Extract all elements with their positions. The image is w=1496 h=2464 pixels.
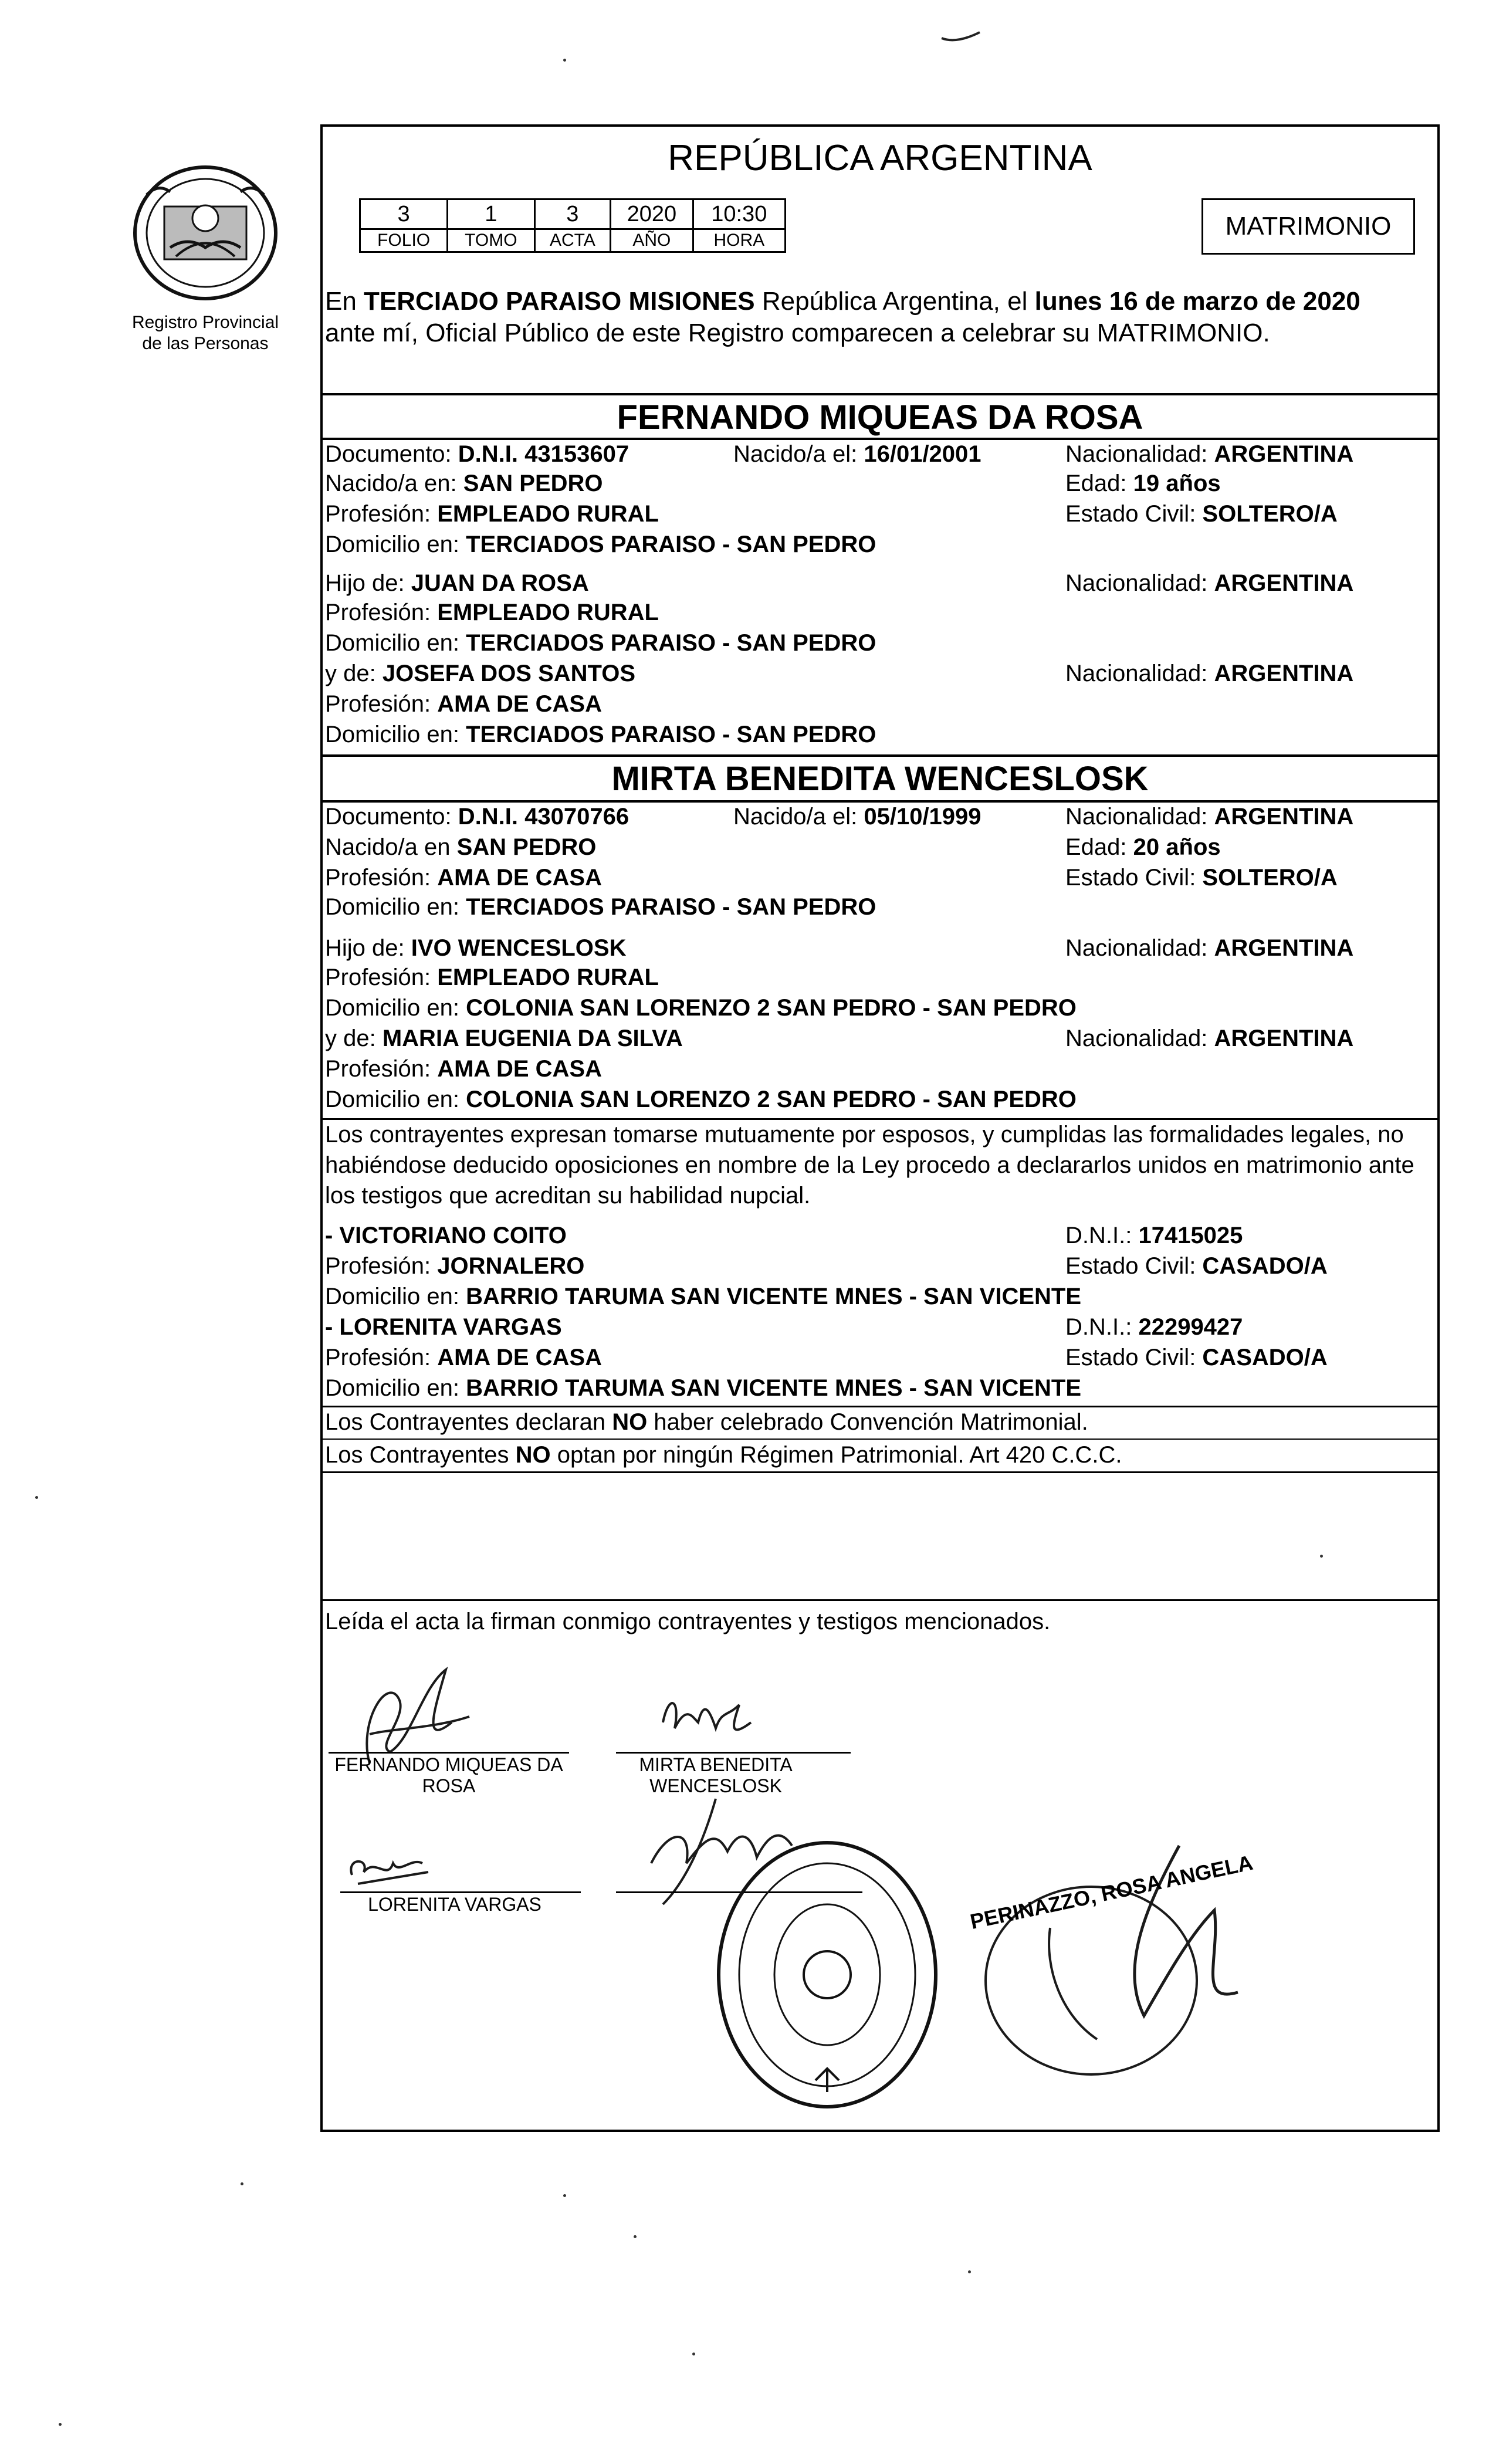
province-seal-logo <box>123 160 287 306</box>
bride-father-address: Domicilio en: COLONIA SAN LORENZO 2 SAN PEDRO - SAN PEDRO <box>325 995 1077 1021</box>
bride-father-name: Hijo de: IVO WENCESLOSK <box>325 935 627 961</box>
witness1-address: Domicilio en: BARRIO TARUMA SAN VICENTE MNES - SAN VICENTE <box>325 1284 1082 1309</box>
groom-signature-line1: FERNANDO MIQUEAS DA <box>334 1754 563 1775</box>
groom-name: FERNANDO MIQUEAS DA ROSA <box>617 398 1143 436</box>
bride-signature <box>651 1687 769 1758</box>
groom-father-address: Domicilio en: TERCIADOS PARAISO - SAN PEDRO <box>325 630 876 656</box>
marriage-certificate <box>320 124 1440 2132</box>
agreement-regime: Los Contrayentes NO optan por ningún Régimen Patrimonial. Art 420 C.C.C. <box>325 1442 1122 1468</box>
folio-value: 3 <box>360 199 448 229</box>
groom-mother-profession: Profesión: AMA DE CASA <box>325 691 602 717</box>
groom-signature-name <box>329 1754 569 1796</box>
witness2-civil-status: Estado Civil: CASADO/A <box>1065 1345 1328 1370</box>
groom-profession: Profesión: EMPLEADO RURAL <box>325 501 659 527</box>
bride-mother-profession: Profesión: AMA DE CASA <box>325 1056 602 1082</box>
bride-signature-line1: MIRTA BENEDITA <box>639 1754 793 1775</box>
witness2-profession: Profesión: AMA DE CASA <box>325 1345 602 1370</box>
folio-label: FOLIO <box>360 229 448 252</box>
bride-birthplace: Nacido/a en SAN PEDRO <box>325 834 597 860</box>
country-title: REPÚBLICA ARGENTINA <box>668 138 1092 178</box>
witness1-signature <box>340 1840 446 1893</box>
groom-mother-nationality: Nacionalidad: ARGENTINA <box>1065 661 1354 686</box>
groom-birth-date: Nacido/a el: 16/01/2001 <box>733 441 981 467</box>
stray-mark <box>939 23 986 47</box>
act-type-box: MATRIMONIO <box>1201 198 1415 255</box>
groom-nationality: Nacionalidad: ARGENTINA <box>1065 441 1354 467</box>
ano-value: 2020 <box>611 199 693 229</box>
declaration-line1: Los contrayentes expresan tomarse mutuamente por esposos, y cumplidas las formalidades legales, no <box>325 1122 1404 1148</box>
tomo-label: TOMO <box>448 229 534 252</box>
official-name-stamp: PERINAZZO, ROSA ANGELA <box>968 1850 1255 1934</box>
acta-label: ACTA <box>534 229 611 252</box>
hora-label: HORA <box>693 229 785 252</box>
groom-father-name: Hijo de: JUAN DA ROSA <box>325 570 589 596</box>
intro-line1: En TERCIADO PARAISO MISIONES República Argentina, el lunes 16 de marzo de 2020 <box>325 287 1360 316</box>
groom-father-profession: Profesión: EMPLEADO RURAL <box>325 600 659 625</box>
groom-address: Domicilio en: TERCIADOS PARAISO - SAN PEDRO <box>325 532 876 557</box>
bride-father-nationality: Nacionalidad: ARGENTINA <box>1065 935 1354 961</box>
bride-birth-date: Nacido/a el: 05/10/1999 <box>733 804 981 830</box>
logo-caption <box>100 312 311 354</box>
logo-caption-line1: Registro Provincial <box>131 313 279 332</box>
intro-line2: ante mí, Oficial Público de este Registro comparecen a celebrar su MATRIMONIO. <box>325 319 1270 347</box>
ano-label: AÑO <box>611 229 693 252</box>
groom-father-nationality: Nacionalidad: ARGENTINA <box>1065 570 1354 596</box>
bride-mother-nationality: Nacionalidad: ARGENTINA <box>1065 1025 1354 1051</box>
logo-caption-line2: de las Personas <box>142 334 269 353</box>
witness1-signature-name: LORENITA VARGAS <box>368 1894 541 1915</box>
witness1-profession: Profesión: JORNALERO <box>325 1253 585 1279</box>
bride-mother-address: Domicilio en: COLONIA SAN LORENZO 2 SAN PEDRO - SAN PEDRO <box>325 1087 1077 1112</box>
bride-name: MIRTA BENEDITA WENCESLOSK <box>611 760 1149 798</box>
witness1-dni: D.N.I.: 17415025 <box>1065 1223 1243 1248</box>
groom-age: Edad: 19 años <box>1065 471 1221 496</box>
bride-nationality: Nacionalidad: ARGENTINA <box>1065 804 1354 830</box>
closing-statement: Leída el acta la firman conmigo contrayentes y testigos mencionados. <box>325 1609 1051 1634</box>
bride-signature-line2: WENCESLOSK <box>649 1775 782 1796</box>
bride-age: Edad: 20 años <box>1065 834 1221 860</box>
bride-address: Domicilio en: TERCIADOS PARAISO - SAN PEDRO <box>325 894 876 920</box>
declaration-line2: habiéndose deducido oposiciones en nombre de la Ley procedo a declararlos unidos en matrimonio ante <box>325 1152 1414 1178</box>
bride-father-profession: Profesión: EMPLEADO RURAL <box>325 964 659 990</box>
groom-civil-status: Estado Civil: SOLTERO/A <box>1065 501 1338 527</box>
bride-profession: Profesión: AMA DE CASA <box>325 865 602 891</box>
hora-value: 10:30 <box>693 199 785 229</box>
groom-signature-line2: ROSA <box>422 1775 476 1796</box>
groom-mother-address: Domicilio en: TERCIADOS PARAISO - SAN PEDRO <box>325 722 876 747</box>
witness2-dni: D.N.I.: 22299427 <box>1065 1314 1243 1340</box>
witness2-address: Domicilio en: BARRIO TARUMA SAN VICENTE MNES - SAN VICENTE <box>325 1375 1082 1401</box>
witness2-name: - LORENITA VARGAS <box>325 1314 562 1340</box>
witness1-civil-status: Estado Civil: CASADO/A <box>1065 1253 1328 1279</box>
bride-mother-name: y de: MARIA EUGENIA DA SILVA <box>325 1025 683 1051</box>
tomo-value: 1 <box>448 199 534 229</box>
bride-document: Documento: D.N.I. 43070766 <box>325 804 629 830</box>
declaration-line3: los testigos que acreditan su habilidad nupcial. <box>325 1183 811 1209</box>
witness1-name: - VICTORIANO COITO <box>325 1223 567 1248</box>
registry-numbers-table <box>359 198 786 253</box>
groom-document: Documento: D.N.I. 43153607 <box>325 441 629 467</box>
bride-signature-name <box>616 1754 815 1796</box>
registry-round-seal <box>704 1828 950 2121</box>
groom-birthplace: Nacido/a en: SAN PEDRO <box>325 471 603 496</box>
acta-value: 3 <box>534 199 611 229</box>
agreement-convention: Los Contrayentes declaran NO haber celebrado Convención Matrimonial. <box>325 1409 1088 1435</box>
bride-civil-status: Estado Civil: SOLTERO/A <box>1065 865 1338 891</box>
groom-mother-name: y de: JOSEFA DOS SANTOS <box>325 661 636 686</box>
